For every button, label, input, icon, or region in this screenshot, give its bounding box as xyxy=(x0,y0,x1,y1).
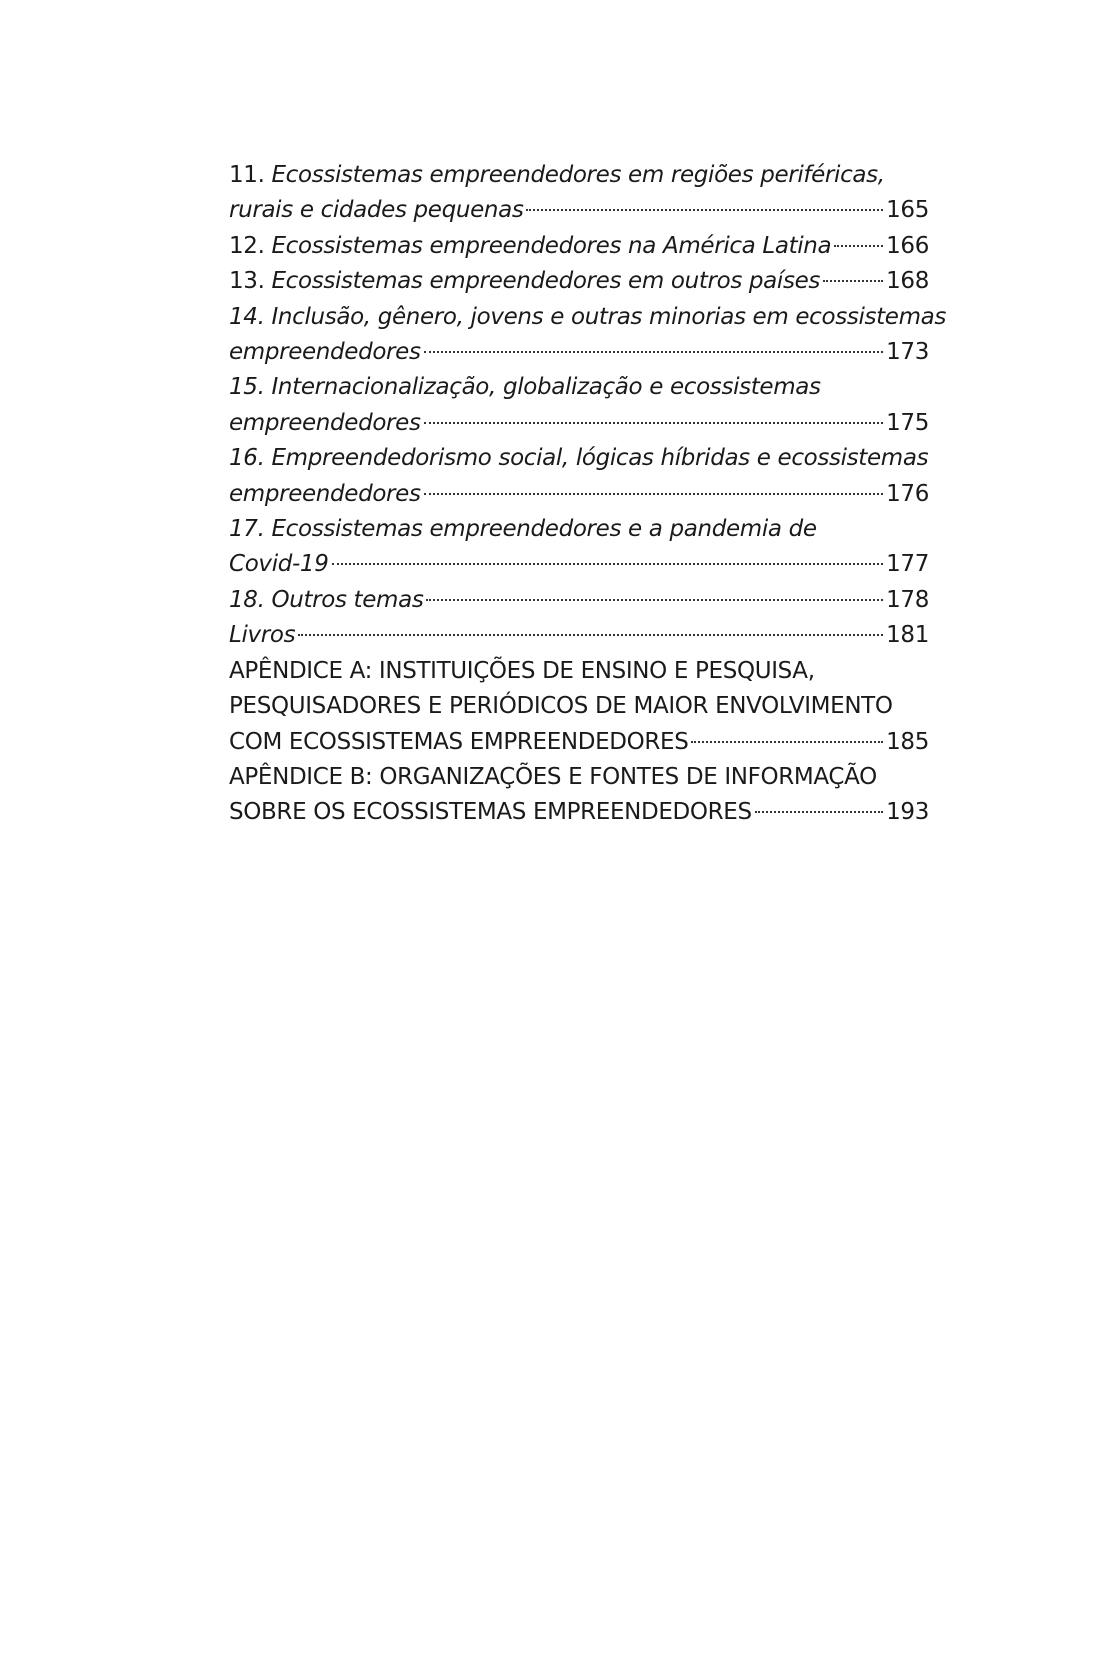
toc-entry-13 xyxy=(229,264,929,299)
toc-entry-16-line1 xyxy=(229,441,929,476)
toc-appendix-a-page: 185 xyxy=(886,728,929,755)
toc-entry-11-line1 xyxy=(229,158,929,193)
toc-entry-12-page: 166 xyxy=(886,232,929,259)
toc-entry-15-line1 xyxy=(229,370,929,405)
toc-entry-16-title: 16. Empreendedorismo social, lógicas híbridas e ecossistemas xyxy=(229,445,929,472)
toc-entry-17-line2 xyxy=(229,547,929,582)
toc-appendix-b-title-cont: SOBRE OS ECOSSISTEMAS EMPREENDEDORES xyxy=(229,799,752,826)
toc-appendix-b-title: APÊNDICE B: ORGANIZAÇÕES E FONTES DE INFORMAÇÃO xyxy=(229,763,877,790)
toc-entry-14-line1 xyxy=(229,300,947,335)
toc-entry-livros-page: 181 xyxy=(886,622,929,649)
toc-entry-13-number: 13. xyxy=(229,268,265,295)
toc-entry-15-title: 15. Internacionalização, globalização e ecossistemas xyxy=(229,374,821,401)
toc-appendix-b-line2 xyxy=(229,795,929,830)
toc-appendix-a-title-end: COM ECOSSISTEMAS EMPREENDEDORES xyxy=(229,728,689,755)
dot-leader xyxy=(426,599,883,601)
toc-entry-16-page: 176 xyxy=(886,480,929,507)
toc-entry-16-title-cont: empreendedores xyxy=(229,480,421,507)
toc-entry-18-page: 178 xyxy=(886,586,929,613)
toc-entry-11-title: Ecossistemas empreendedores em regiões periféricas, xyxy=(271,162,885,188)
toc-appendix-b-page: 193 xyxy=(886,799,929,826)
toc-entry-livros xyxy=(229,618,929,653)
toc-entry-12-title: Ecossistemas empreendedores na América Latina xyxy=(271,232,832,259)
toc-entry-11-number: 11. xyxy=(229,162,265,188)
toc-entry-11-page: 165 xyxy=(886,197,929,224)
toc-appendix-a-title: APÊNDICE A: INSTITUIÇÕES DE ENSINO E PESQUISA, xyxy=(229,657,815,684)
table-of-contents xyxy=(229,158,947,831)
toc-entry-18-title: 18. Outros temas xyxy=(229,586,424,613)
toc-entry-13-title: Ecossistemas empreendedores em outros países xyxy=(271,268,821,295)
toc-entry-livros-title: Livros xyxy=(229,622,296,649)
dot-leader xyxy=(691,741,883,743)
toc-entry-15-line2 xyxy=(229,406,929,441)
toc-entry-15-title-cont: empreendedores xyxy=(229,409,421,436)
dot-leader xyxy=(424,493,884,495)
toc-entry-14-line2 xyxy=(229,335,929,370)
dot-leader xyxy=(834,245,883,247)
dot-leader xyxy=(332,563,884,565)
toc-entry-18 xyxy=(229,583,929,618)
toc-entry-13-page: 168 xyxy=(886,268,929,295)
toc-appendix-a-line2 xyxy=(229,689,929,724)
toc-entry-12-number: 12. xyxy=(229,232,265,259)
toc-entry-17-page: 177 xyxy=(886,551,929,578)
dot-leader xyxy=(424,351,884,353)
dot-leader xyxy=(298,634,883,636)
toc-appendix-a-line3 xyxy=(229,725,929,760)
toc-entry-14-title-cont: empreendedores xyxy=(229,339,421,366)
toc-entry-12 xyxy=(229,229,929,264)
toc-entry-14-title: 14. Inclusão, gênero, jovens e outras minorias em ecossistemas xyxy=(229,303,947,330)
dot-leader xyxy=(424,422,884,424)
toc-entry-17-line1 xyxy=(229,512,929,547)
dot-leader xyxy=(755,811,883,813)
toc-entry-11-title-cont: rurais e cidades pequenas xyxy=(229,197,524,224)
dot-leader xyxy=(526,209,883,211)
toc-entry-16-line2 xyxy=(229,477,929,512)
toc-appendix-a-title-cont: PESQUISADORES E PERIÓDICOS DE MAIOR ENVOLVIMENTO xyxy=(229,693,893,720)
toc-entry-17-title: 17. Ecossistemas empreendedores e a pandemia de xyxy=(229,516,817,543)
toc-appendix-a-line1 xyxy=(229,654,929,689)
toc-entry-14-page: 173 xyxy=(886,339,929,366)
toc-entry-17-title-cont: Covid-19 xyxy=(229,551,329,578)
toc-entry-15-page: 175 xyxy=(886,409,929,436)
dot-leader xyxy=(823,280,883,282)
toc-appendix-b-line1 xyxy=(229,760,929,795)
toc-entry-11-line2 xyxy=(229,193,929,228)
